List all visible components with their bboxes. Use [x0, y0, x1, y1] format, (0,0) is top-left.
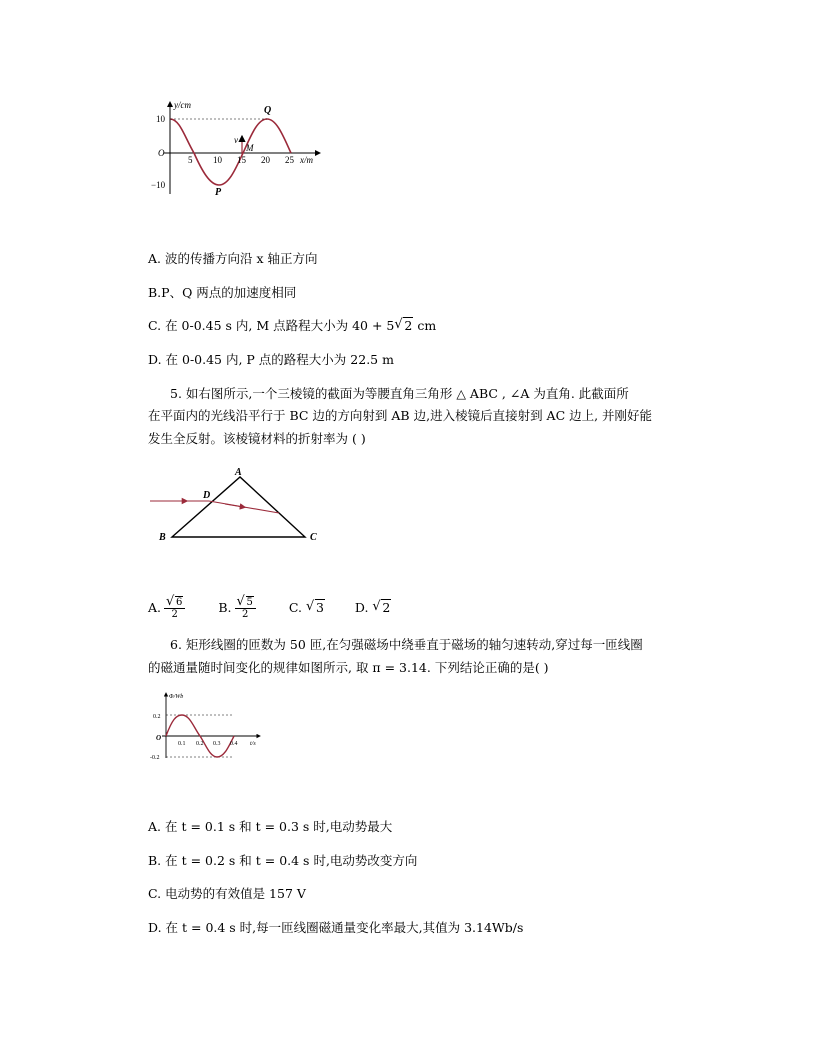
q5-option-a-fraction: √ $\frac{6}{2}$: [164, 597, 185, 620]
q6-option-d: D. 在 t = 0.4 s 时,每一匝线圈磁通量变化率最大,其值为 3.14Wb/s: [148, 920, 524, 935]
prism-refracted-arrow: [225, 504, 243, 507]
q5-text-line-2: 在平面内的光线沿平行于 BC 边的方向射到 AB 边,进入棱镜后直接射到 AC 边上, 并刚好能: [148, 408, 653, 423]
q6-option-b: B. 在 t = 0.2 s 和 t = 0.4 s 时,电动势改变方向: [148, 853, 418, 868]
q5-option-b-label: B.: [218, 600, 232, 615]
wave-curve: [170, 119, 291, 185]
q5-options: [148, 596, 391, 620]
flux-origin: O: [156, 734, 162, 742]
wave-label-v: v: [234, 135, 238, 145]
q4-option-c-text: C. 在 0-0.45 s 内, M 点路程大小为 40 + 5: [148, 318, 395, 333]
q5-option-a-label: A.: [148, 600, 162, 615]
wave-tick-25: 25: [285, 155, 294, 165]
q6-text-line-2: 的磁通量随时间变化的规律如图所示, 取 π = 3.14. 下列结论正确的是( ): [148, 660, 549, 675]
wave-x-label: x/m: [300, 155, 313, 165]
prism-label-c: C: [310, 532, 317, 543]
flux-tick-0-1: 0.1: [178, 741, 186, 747]
flux-y-top: 0.2: [153, 714, 161, 720]
wave-y-label: y/cm: [174, 100, 191, 110]
prism-label-d: D: [203, 490, 211, 501]
q5-text-line-3: 发生全反射。该棱镜材料的折射率为 ( ): [148, 431, 366, 446]
q5-option-b-fraction: √ $\frac{5}{2}$: [235, 597, 256, 620]
wave-tick-5: 5: [188, 155, 193, 165]
flux-y-label: Φ/Wb: [169, 694, 184, 700]
prism-triangle: [172, 477, 305, 537]
prism-label-a: A: [235, 467, 242, 478]
q5-option-d-label: D.: [354, 600, 369, 615]
q6-option-a: A. 在 t = 0.1 s 和 t = 0.3 s 时,电动势最大: [148, 819, 393, 834]
q4-option-d: D. 在 0-0.45 内, P 点的路程大小为 22.5 m: [148, 352, 394, 367]
q5-option-c-label: C.: [288, 600, 302, 615]
flux-y-bottom: -0.2: [150, 755, 160, 760]
q5-option-d-sqrt: √ 2: [372, 596, 391, 620]
flux-figure: [146, 690, 266, 760]
q4-option-c-sqrt: √ 2: [394, 318, 413, 334]
flux-tick-0-4: 0.4: [230, 741, 238, 747]
wave-tick-20: 20: [261, 155, 270, 165]
wave-figure: [150, 96, 325, 196]
q4-option-c: [148, 318, 436, 334]
wave-label-m: M: [246, 143, 254, 153]
wave-tick-15: 15: [237, 155, 246, 165]
flux-tick-0-3: 0.3: [213, 741, 221, 747]
q4-option-a: A. 波的传播方向沿 x 轴正方向: [148, 251, 318, 266]
q4-option-b: B.P、Q 两点的加速度相同: [148, 285, 297, 300]
flux-tick-0-2: 0.2: [196, 741, 204, 747]
q6-option-c: C. 电动势的有效值是 157 V: [148, 886, 306, 901]
prism-figure: [145, 465, 330, 547]
wave-y-bottom: −10: [151, 180, 166, 190]
wave-y-top: 10: [156, 114, 165, 124]
wave-label-q: Q: [264, 105, 272, 116]
q5-option-c-sqrt: √ 3: [306, 596, 325, 620]
q6-text-line-1: 6. 矩形线圈的匝数为 50 匝,在匀强磁场中绕垂直于磁场的轴匀速转动,穿过每一匝线圈: [170, 637, 643, 652]
q4-option-c-unit: cm: [413, 318, 437, 333]
wave-label-p: P: [215, 187, 222, 196]
wave-origin: O: [158, 148, 165, 158]
prism-label-b: B: [159, 532, 166, 543]
flux-x-label: t/s: [250, 741, 256, 747]
wave-tick-10: 10: [213, 155, 222, 165]
q5-text-line-1: 5. 如右图所示,一个三棱镜的截面为等腰直角三角形 △ ABC , ∠A 为直角. 此截面所: [170, 386, 629, 401]
